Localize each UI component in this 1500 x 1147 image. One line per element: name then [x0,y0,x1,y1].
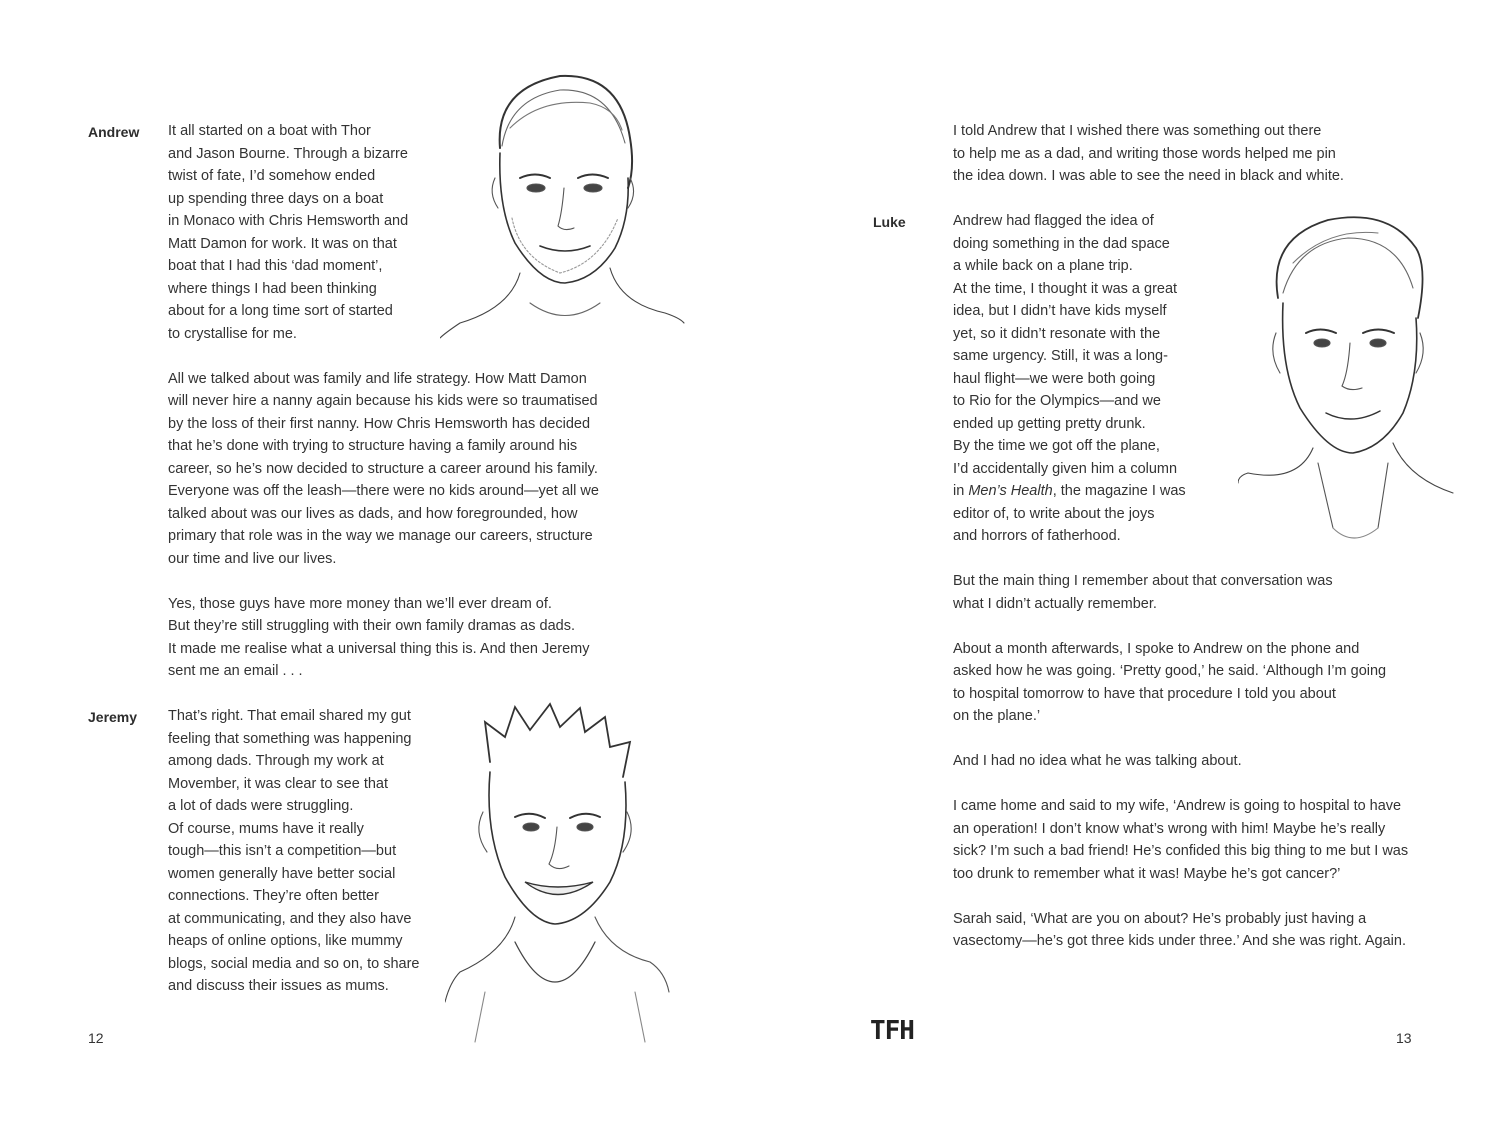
text-line: I told Andrew that I wished there was something out there [953,123,1322,139]
text-line: Of course, mums have it really [168,820,364,837]
text-line: women generally have better social [168,865,396,882]
speaker-andrew: Andrew [88,124,140,140]
text-line: a lot of dads were struggling. [168,798,354,814]
text-line: It all started on a boat with Thor [168,123,371,139]
jeremy-para-1 [168,705,448,998]
magazine-title: Men’s Health [968,483,1053,499]
luke-para-4 [953,750,1423,773]
page-number-right: 13 [1396,1030,1412,1046]
text-line: about for a long time sort of started [168,303,393,319]
speaker-luke: Luke [873,214,906,230]
tfh-logo: TFH [870,1016,914,1046]
text-line: That’s right. That email shared my gut [168,708,411,724]
text-line: About a month afterwards, I spoke to Andrew on the phone and [953,640,1360,657]
speaker-jeremy: Jeremy [88,709,138,725]
luke-portrait [1238,208,1458,558]
text-line: an operation! I don’t know what’s wrong with him! Maybe he’s really [953,820,1386,837]
text-line: tough—this isn’t a competition—but [168,843,397,859]
text-line: But they’re still struggling with their own family dramas as dads. [168,618,575,634]
text-line: sent me an email . . . [168,663,303,679]
text-line: same urgency. Still, it was a long- [953,348,1168,364]
text-line: what I didn’t actually remember. [953,595,1157,612]
text-line: idea, but I didn’t have kids myself [953,303,1167,319]
text-line: Everyone was off the leash—there were no kids around—yet all we [168,483,599,499]
text-line: talked about was our lives as dads, and how foregrounded, how [168,505,578,522]
intro-para [953,120,1423,188]
jeremy-portrait [445,702,670,1047]
text-line: Yes, those guys have more money than we’ll ever dream of. [168,595,552,612]
text-line: feeling that something was happening [168,730,412,747]
andrew-para-2 [168,368,608,571]
text-line: on the plane.’ [953,708,1041,724]
text-line: I came home and said to my wife, ‘Andrew is going to hospital to have [953,798,1402,814]
text-line: by the loss of their first nanny. How Chris Hemsworth has decided [168,415,591,432]
text-line: yet, so it didn’t resonate with the [953,325,1161,342]
text-line: in Monaco with Chris Hemsworth and [168,213,409,229]
text-line: among dads. Through my work at [168,753,384,769]
text-line: I’d accidentally given him a column [953,460,1178,477]
text-line: heaps of online options, like mummy [168,933,403,949]
text-line: that he’s done with trying to structure having a family around his [168,438,578,454]
text-line: connections. They’re often better [168,888,379,904]
text-line: up spending three days on a boat [168,190,384,207]
text-line: Matt Damon for work. It was on that [168,235,397,252]
text-line: too drunk to remember what it was! Maybe he’s got cancer?’ [953,865,1341,882]
andrew-para-3 [168,593,608,683]
text-line: asked how he was going. ‘Pretty good,’ he said. ‘Although I’m going [953,663,1387,679]
luke-para-1-magazine-line: in Men’s Health, the magazine I was [953,483,1186,499]
text-line: to hospital tomorrow to have that procedure I told you about [953,685,1336,702]
text-line: vasectomy—he’s got three kids under three.’ And she was right. Again. [953,933,1406,949]
text-line: Andrew had flagged the idea of [953,213,1154,229]
text-line: and horrors of fatherhood. [953,528,1121,544]
text-line: a while back on a plane trip. [953,258,1133,274]
text-line: But the main thing I remember about that conversation was [953,573,1333,589]
page-number-left: 12 [88,1030,104,1046]
intro-text [953,120,1423,210]
text-line: ended up getting pretty drunk. [953,415,1146,432]
text-line: where things I had been thinking [168,280,377,297]
text-line: haul flight—we were both going [953,370,1156,387]
text-line: to help me as a dad, and writing those words helped me pin [953,145,1336,162]
text-line: blogs, social media and so on, to share [168,955,420,972]
text-line: primary that role was in the way we manage our careers, structure [168,528,593,544]
text-line: career, so he’s now decided to structure a career around his family. [168,460,598,477]
text-line: By the time we got off the plane, [953,438,1160,454]
luke-para-6 [953,908,1423,953]
text-line: doing something in the dad space [953,235,1170,252]
text-line: to Rio for the Olympics—and we [953,393,1161,409]
text-line: to crystallise for me. [168,325,297,342]
text-line: All we talked about was family and life strategy. How Matt Damon [168,370,587,387]
text-line: boat that I had this ‘dad moment’, [168,258,383,274]
text-line: At the time, I thought it was a great [953,280,1178,297]
andrew-portrait [440,68,685,358]
text-line: and discuss their issues as mums. [168,978,389,994]
text-line: and Jason Bourne. Through a bizarre [168,145,408,162]
luke-para-3 [953,638,1423,728]
text-line: editor of, to write about the joys [953,505,1155,522]
text-line: will never hire a nanny again because his kids were so traumatised [168,393,598,409]
text-line: sick? I’m such a bad friend! He’s confided this big thing to me but I was [953,843,1409,859]
text-line: twist of fate, I’d somehow ended [168,168,376,184]
text-line: It made me realise what a universal thing this is. And then Jeremy [168,640,590,657]
text-line: our time and live our lives. [168,550,337,567]
text-line: the idea down. I was able to see the need in black and white. [953,168,1344,184]
text-line: at communicating, and they also have [168,910,412,927]
luke-para-2 [953,570,1423,615]
jeremy-text [168,705,448,1020]
text-line: And I had no idea what he was talking about. [953,753,1242,769]
text-line: Sarah said, ‘What are you on about? He’s probably just having a [953,910,1367,927]
luke-para-5 [953,795,1423,885]
text-line: Movember, it was clear to see that [168,775,389,792]
